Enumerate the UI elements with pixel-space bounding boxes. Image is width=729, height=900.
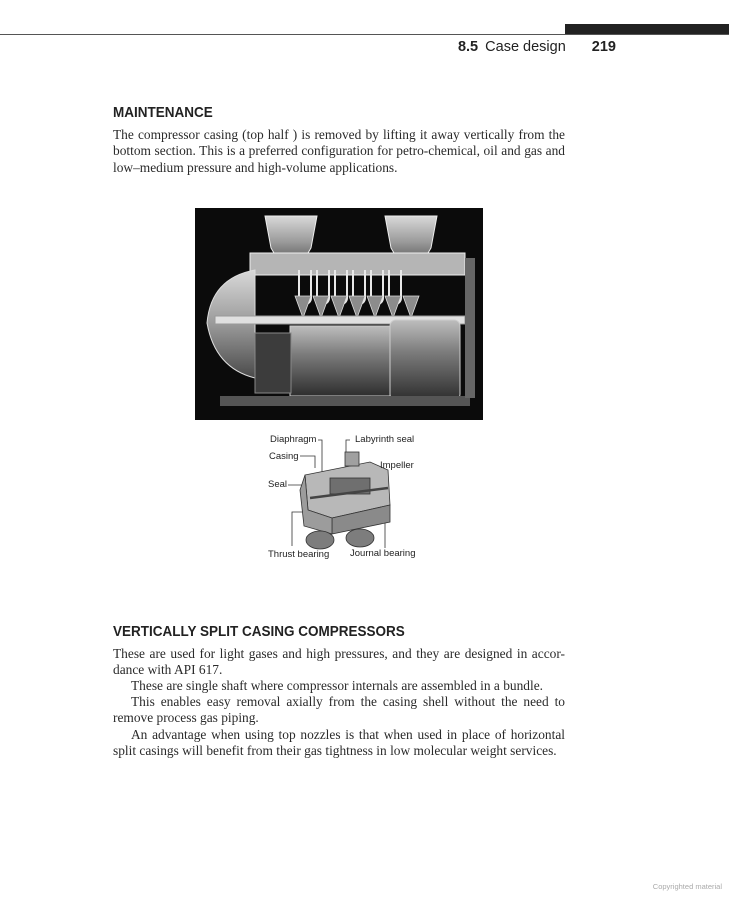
compressor-bundle-diagram <box>260 430 430 565</box>
section-title: Case design <box>485 39 566 55</box>
label-journal-bearing: Journal bearing <box>350 548 416 559</box>
vertical-paragraph-1: These are used for light gases and high pressures, and they are designed in accor-dance with API 617. <box>113 646 565 678</box>
label-casing: Casing <box>269 451 299 462</box>
maintenance-heading: MAINTENANCE <box>113 104 213 121</box>
compressor-cutaway-photo <box>195 208 483 420</box>
label-impeller: Impeller <box>380 460 414 471</box>
maintenance-paragraph: The compressor casing (top half ) is removed by lifting it away vertically from the bottom section. This is a preferred configuration for petro-chemical, oil and gas and low–medium pressure and high-volume applications. <box>113 127 565 175</box>
label-thrust-bearing: Thrust bearing <box>268 549 330 560</box>
section-number: 8.5 <box>457 39 479 55</box>
copyright-watermark: Copyrighted material <box>652 882 722 891</box>
vertical-split-heading: VERTICALLY SPLIT CASING COMPRESSORS <box>113 623 405 640</box>
header-rule <box>0 34 729 35</box>
vertical-paragraph-3: This enables easy removal axially from the casing shell without the need to remove process gas piping. <box>113 694 565 726</box>
label-diaphragm: Diaphragm <box>270 434 317 445</box>
page-number: 219 <box>591 39 616 55</box>
label-labyrinth-seal: Labyrinth seal <box>355 434 415 445</box>
vertical-paragraph-2: These are single shaft where compressor internals are assembled in a bundle. <box>131 678 543 693</box>
label-seal: Seal <box>268 479 288 490</box>
running-head <box>458 39 616 55</box>
vertical-paragraph-4: An advantage when using top nozzles is that when used in place of horizontal split casings will benefit from their gas tightness in low molecular weight services. <box>113 727 565 759</box>
